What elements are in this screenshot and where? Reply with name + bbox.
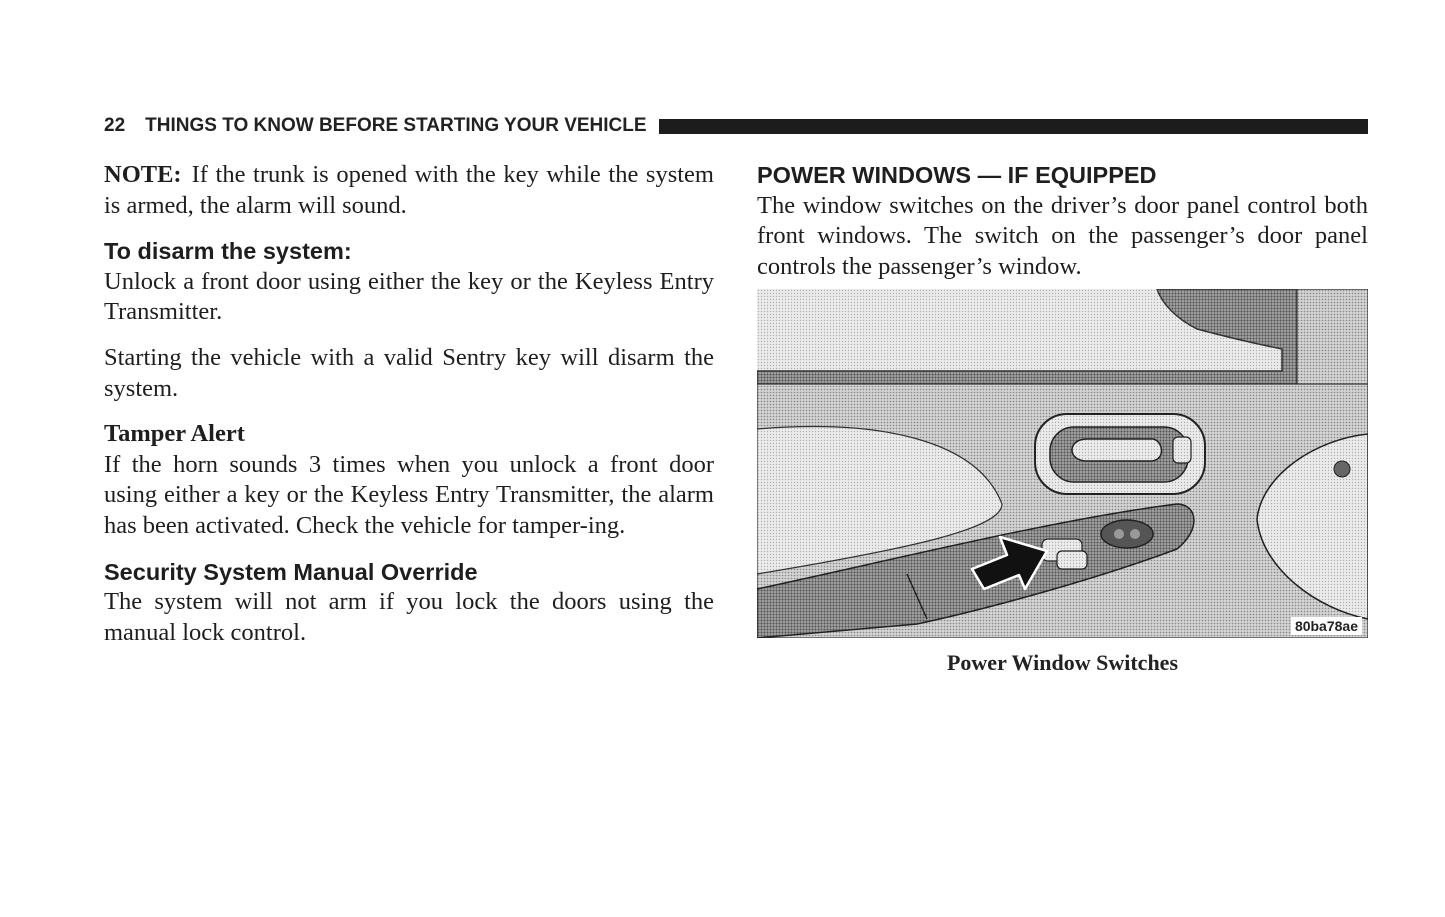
spacer [104, 328, 714, 343]
power-windows-paragraph: The window switches on the driver’s door panel control both front windows. The switch on the passenger’s door panel controls the passenger’s window. [757, 191, 1368, 280]
power-window-figure [757, 289, 1368, 638]
figure-caption: Power Window Switches [946, 650, 1179, 675]
page-number: 22 [104, 115, 126, 136]
spacer [104, 542, 714, 557]
figure-id: 80ba78ae [1291, 617, 1362, 635]
door-panel-illustration [757, 289, 1368, 638]
disarm-paragraph-1: Unlock a front door using either the key or the Keyless Entry Transmitter. [104, 267, 714, 326]
spacer [104, 221, 714, 236]
override-paragraph: The system will not arm if you lock the doors using the manual lock control. [104, 588, 714, 646]
note-label: NOTE: [104, 161, 182, 188]
power-windows-heading: POWER WINDOWS — IF EQUIPPED [757, 162, 1157, 188]
note-paragraph [104, 160, 714, 221]
disarm-heading: To disarm the system: [104, 238, 352, 265]
left-column [104, 160, 714, 648]
header-rule [659, 119, 1368, 134]
tamper-paragraph: If the horn sounds 3 times when you unlock a front door using either a key or the Keyless Entry Transmitter, the alarm has been activated. Check the vehicle for tamper-ing. [104, 450, 714, 539]
tamper-heading: Tamper Alert [104, 420, 245, 448]
chapter-title: THINGS TO KNOW BEFORE STARTING YOUR VEHICLE [145, 115, 647, 136]
disarm-paragraph-2: Starting the vehicle with a valid Sentry key will disarm the system. [104, 343, 714, 402]
right-column [757, 160, 1368, 282]
note-text: If the trunk is opened with the key while the system is armed, the alarm will sound. [104, 161, 714, 219]
override-heading: Security System Manual Override [104, 558, 478, 585]
spacer [104, 404, 714, 419]
page-header [104, 114, 1368, 138]
